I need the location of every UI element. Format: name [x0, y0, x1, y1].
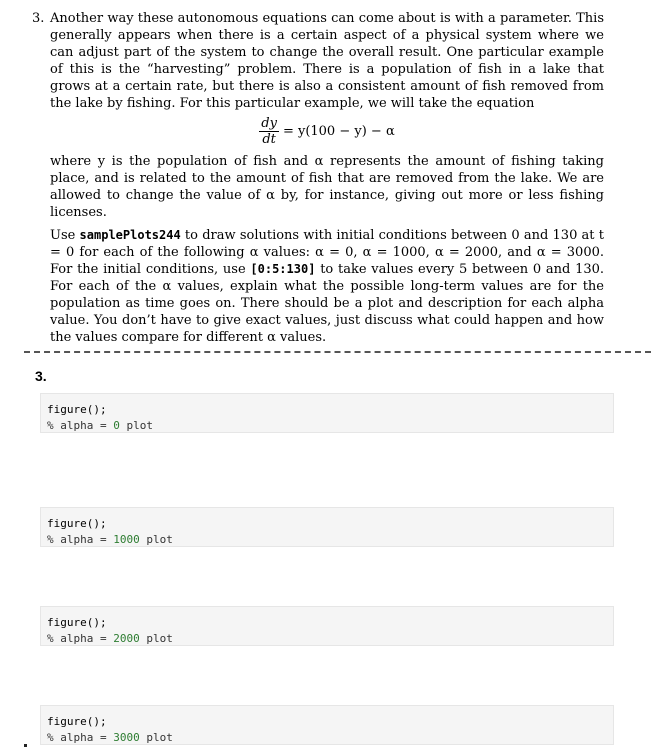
comment-prefix: % alpha =	[47, 419, 114, 432]
use-text: Use	[50, 228, 76, 243]
fraction-denominator: dt	[262, 131, 276, 147]
problem-intro-paragraph	[32, 10, 604, 112]
margin-dot	[24, 744, 27, 747]
alpha-value: 1000	[113, 533, 140, 546]
code-line-figure: figure();	[47, 517, 107, 530]
comment-prefix: % alpha =	[47, 533, 114, 546]
alpha-value: 3000	[113, 731, 140, 744]
problem-number: 3.	[32, 11, 45, 26]
fraction-numerator: dy	[261, 115, 277, 131]
sampleplots-code: samplePlots244	[79, 228, 181, 242]
code-cell-alpha-3000[interactable]	[40, 705, 614, 745]
code-line-comment	[47, 418, 613, 434]
comment-suffix: plot	[139, 632, 173, 645]
code-line-comment	[47, 730, 613, 746]
code-cell-alpha-0[interactable]	[40, 393, 614, 433]
comment-suffix: plot	[119, 419, 153, 432]
section-divider	[24, 351, 651, 353]
code-line-figure: figure();	[47, 715, 107, 728]
problem-intro-text: Another way these autonomous equations can come about is with a parameter. This generally appears when there is a certain aspect of a physical system where we can adjust part of the system to change the overall result. One particular example of this is the “harvesting” problem. There is a population of fish in a lake that grows at a certain rate, but there is also a consistent amount of fish removed from the lake by fishing. For this particular example, we will take the equation	[50, 11, 604, 111]
comment-suffix: plot	[139, 731, 173, 744]
answer-number: 3.	[35, 368, 47, 384]
comment-suffix: plot	[139, 533, 173, 546]
harvesting-equation	[50, 114, 604, 148]
code-line-comment	[47, 532, 613, 548]
comment-prefix: % alpha =	[47, 731, 114, 744]
code-line-figure: figure();	[47, 403, 107, 416]
problem-statement	[32, 10, 604, 346]
alpha-value: 0	[113, 419, 120, 432]
comment-prefix: % alpha =	[47, 632, 114, 645]
equation-rhs: = y(100 − y) − α	[282, 123, 395, 139]
code-cell-alpha-2000[interactable]	[40, 606, 614, 646]
range-code: [0:5:130]	[250, 262, 316, 276]
instructions-text: to draw solutions with initial conditions between 0 and 130 at t = 0 for each of the following α values: α = 0, α = 1000, α = 2000, and α = 3000. For the initial conditions, use	[50, 228, 604, 277]
code-cell-alpha-1000[interactable]	[40, 507, 614, 547]
instructions-text-end: to take values every 5 between 0 and 130. For each of the α values, explain what the possible long-term values are for the population as time goes on. There should be a plot and description for each alpha value. You don’t have to give exact values, just discuss what could happen and how the values compare for different α values.	[50, 262, 605, 345]
where-paragraph: where y is the population of fish and α represents the amount of fishing taking place, and is related to the amount of fish that are removed from the lake. We are allowed to change the value of α by, for instance, giving out more or less fishing licenses.	[50, 154, 604, 220]
code-line-figure: figure();	[47, 616, 107, 629]
code-line-comment	[47, 631, 613, 647]
derivative-fraction	[259, 116, 279, 147]
instructions-paragraph	[32, 227, 604, 346]
alpha-value: 2000	[113, 632, 140, 645]
